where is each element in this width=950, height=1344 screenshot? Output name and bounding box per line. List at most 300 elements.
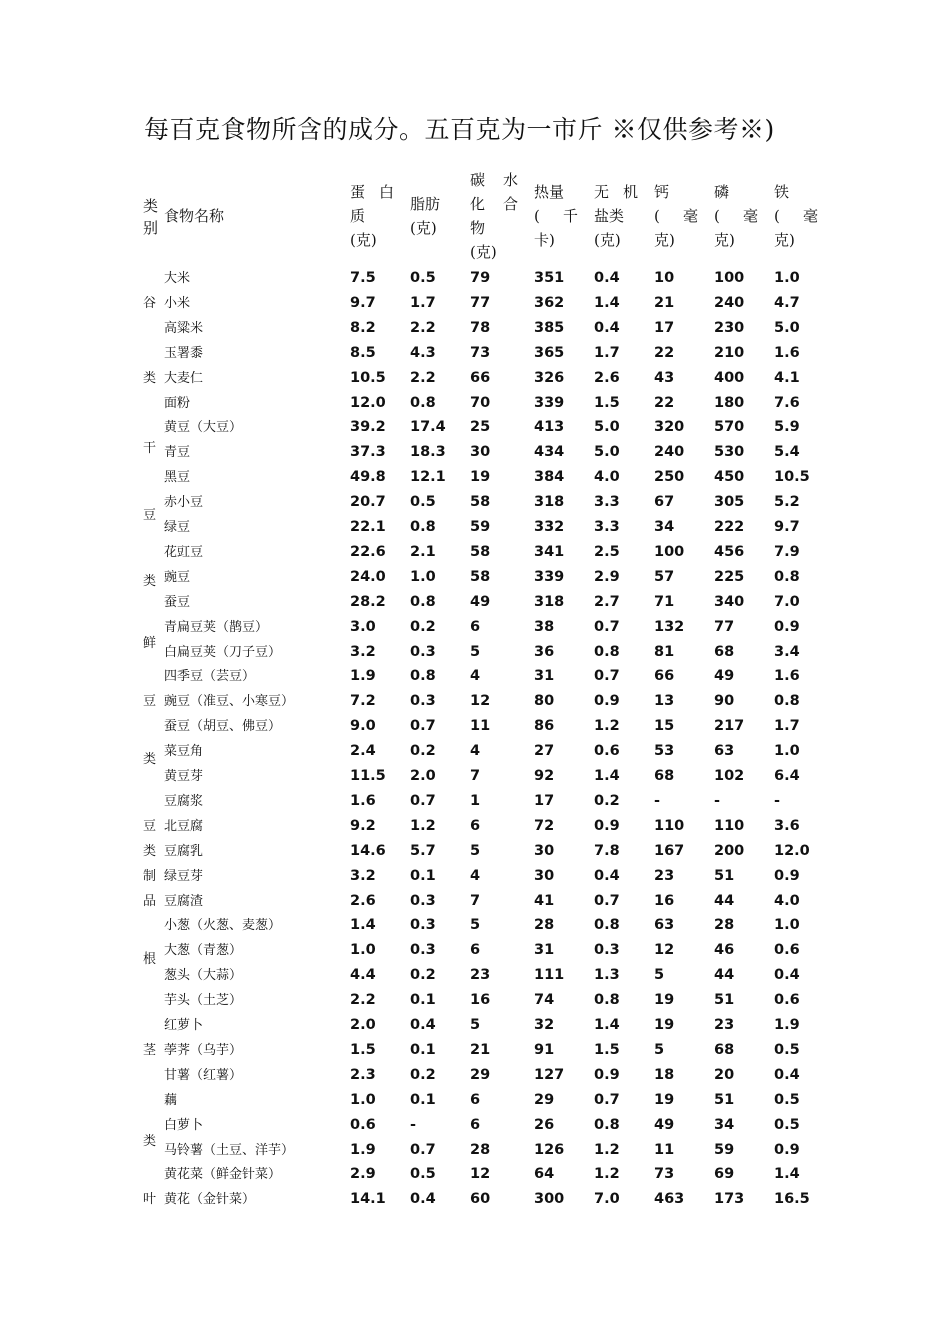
nutrient-value: 0.1 [410, 1091, 436, 1108]
header-minerals-line [594, 204, 638, 228]
nutrient-value: - [774, 792, 781, 809]
table-row [0, 1113, 950, 1138]
category-label: 谷 [143, 295, 157, 311]
nutrient-value: 0.2 [410, 967, 436, 984]
nutrient-value: 2.6 [350, 892, 376, 909]
nutrient-value: 132 [654, 618, 685, 635]
nutrient-value: 2.3 [350, 1066, 376, 1083]
header-text: 盐类 [594, 207, 625, 225]
header-text: 克) [654, 231, 675, 249]
nutrient-value: 1.0 [774, 743, 800, 760]
nutrient-value: 4.0 [774, 892, 800, 909]
nutrient-value: 78 [470, 319, 491, 336]
nutrient-value: 59 [470, 519, 491, 535]
header-calcium-line [654, 180, 698, 204]
nutrient-value: 60 [470, 1191, 491, 1208]
nutrient-value: 0.4 [774, 1066, 800, 1083]
nutrient-value: 0.5 [774, 1041, 800, 1058]
category-label: 类 [143, 573, 157, 589]
table-row [0, 316, 950, 341]
nutrient-value: 14.6 [350, 842, 386, 859]
nutrient-value: 74 [534, 992, 555, 1009]
nutrient-value: 0.3 [410, 693, 436, 710]
header-phosphorus-line [714, 204, 758, 228]
nutrient-value: 0.9 [594, 817, 620, 834]
table-row [0, 590, 950, 615]
nutrient-value: 57 [654, 568, 675, 585]
header-text: (克) [594, 231, 621, 249]
header-protein [350, 180, 394, 252]
category-label: 类 [143, 752, 157, 768]
food-name: 玉署黍 [164, 345, 204, 361]
nutrient-value: 63 [654, 917, 675, 934]
nutrient-value: 434 [534, 444, 565, 461]
food-name: 绿豆芽 [164, 868, 204, 884]
nutrient-value: 28 [470, 1141, 491, 1158]
nutrient-value: 1.4 [594, 1017, 620, 1033]
nutrient-value: 3.4 [774, 643, 800, 660]
food-name: 豌豆 [164, 569, 191, 585]
nutrient-value: 456 [714, 543, 745, 560]
nutrient-value: 0.7 [410, 792, 436, 809]
nutrient-value: 43 [654, 369, 675, 386]
nutrient-value: 1.4 [350, 917, 376, 934]
header-category [143, 195, 163, 239]
nutrient-value: 12.0 [350, 394, 386, 411]
nutrient-value: 230 [714, 319, 745, 336]
table-row [0, 764, 950, 789]
nutrient-value: 0.4 [594, 319, 620, 336]
category-label: 类 [143, 843, 157, 859]
nutrient-value: 413 [534, 419, 565, 436]
table-row [0, 1138, 950, 1163]
header-protein-line [350, 204, 394, 228]
category-label: 豆 [143, 818, 157, 834]
table-row [0, 814, 950, 839]
nutrient-value: 5.7 [410, 842, 436, 859]
nutrient-value: 64 [534, 1166, 555, 1183]
table-row [0, 689, 950, 714]
nutrient-value: 0.2 [410, 1066, 436, 1083]
table-row [0, 938, 950, 963]
nutrient-value: 15 [654, 718, 675, 735]
nutrient-value: 0.5 [410, 494, 436, 511]
nutrient-value: 12.1 [410, 469, 446, 486]
header-energy [534, 180, 578, 252]
nutrient-value: 384 [534, 469, 565, 486]
header-minerals [594, 180, 638, 252]
nutrient-value: 0.8 [594, 643, 620, 660]
food-name: 红萝卜 [164, 1018, 204, 1033]
nutrient-value: 19 [654, 1017, 675, 1033]
nutrient-value: 305 [714, 494, 745, 511]
header-text: 无 [594, 183, 610, 201]
category-label: 类 [143, 1134, 157, 1150]
table-row [0, 864, 950, 889]
nutrient-value: 38 [534, 618, 555, 635]
nutrient-value: 2.1 [410, 543, 436, 560]
header-text: 克) [774, 231, 795, 249]
nutrient-value: 66 [470, 369, 491, 386]
category-label: 干 [143, 441, 157, 457]
nutrient-value: 570 [714, 419, 745, 436]
nutrient-value: 1.6 [774, 668, 800, 685]
nutrient-value: 9.7 [774, 519, 800, 535]
nutrient-value: 0.6 [350, 1116, 376, 1133]
food-name: 黄花菜（鲜金针菜） [164, 1167, 282, 1183]
nutrient-value: 12.0 [774, 842, 810, 859]
header-text: 铁 [774, 183, 790, 201]
table-row [0, 1162, 950, 1187]
nutrient-value: 318 [534, 494, 565, 511]
nutrient-value: 332 [534, 519, 565, 535]
nutrient-value: 180 [714, 394, 745, 411]
nutrient-value: 18 [654, 1066, 675, 1083]
table-row [0, 341, 950, 366]
nutrient-value: 34 [654, 519, 675, 535]
nutrient-value: 2.5 [594, 543, 620, 560]
nutrient-value: 0.9 [594, 1066, 620, 1083]
nutrient-value: 0.8 [410, 519, 436, 535]
nutrient-value: 210 [714, 344, 745, 361]
food-name: 大米 [164, 271, 191, 286]
nutrient-value: 7.6 [774, 394, 800, 411]
header-text: 蛋 [350, 183, 366, 201]
table-row [0, 540, 950, 565]
food-name: 豆腐浆 [164, 793, 204, 809]
header-category-char: 别 [143, 219, 159, 237]
nutrient-value: 7.0 [594, 1191, 620, 1208]
food-name: 小葱（火葱、麦葱） [164, 918, 282, 934]
nutrient-value: 31 [534, 942, 555, 959]
nutrient-value: 0.4 [410, 1191, 436, 1208]
nutrient-value: 20.7 [350, 494, 386, 511]
header-carb-line [470, 216, 518, 240]
nutrient-value: 72 [534, 817, 555, 834]
food-name: 花豇豆 [164, 544, 204, 560]
nutrient-value: 67 [654, 494, 675, 511]
nutrient-value: 1.7 [774, 718, 800, 735]
nutrient-value: 0.3 [410, 942, 436, 959]
food-name: 黄豆芽 [164, 769, 204, 784]
nutrient-value: 70 [470, 394, 491, 411]
header-energy-line [534, 204, 578, 228]
nutrient-value: 17 [654, 319, 675, 336]
nutrient-value: 23 [714, 1017, 735, 1033]
nutrient-value: 30 [534, 867, 555, 884]
header-fat [410, 192, 454, 240]
nutrient-value: 28 [534, 917, 555, 934]
header-iron-line [774, 204, 818, 228]
table-row [0, 1088, 950, 1113]
nutrient-value: 0.8 [410, 593, 436, 610]
nutrient-value: 1.6 [774, 344, 800, 361]
food-name: 大麦仁 [164, 370, 204, 386]
nutrient-value: 5.0 [774, 319, 800, 336]
food-name: 豆腐渣 [164, 893, 204, 909]
table-row [0, 291, 950, 316]
nutrient-value: 28 [714, 917, 735, 934]
nutrient-value: 100 [714, 270, 745, 286]
nutrient-value: 51 [714, 992, 735, 1009]
nutrient-value: 51 [714, 867, 735, 884]
header-phosphorus-line [714, 180, 758, 204]
header-text: (克) [410, 219, 437, 237]
nutrient-value: 25 [470, 419, 491, 436]
nutrient-value: 17.4 [410, 419, 446, 436]
nutrient-value: 11.5 [350, 768, 386, 784]
header-calcium [654, 180, 698, 252]
nutrient-value: 19 [654, 992, 675, 1009]
nutrient-value: - [654, 792, 661, 809]
nutrient-value: 17 [534, 792, 555, 809]
nutrient-value: 11 [470, 718, 491, 735]
nutrient-value: 0.9 [594, 693, 620, 710]
food-name: 藕 [164, 1092, 178, 1108]
nutrient-value: 450 [714, 469, 745, 486]
nutrient-value: 4.4 [350, 967, 376, 984]
header-text: 水 [502, 171, 518, 189]
nutrient-value: 0.2 [594, 792, 620, 809]
nutrient-value: 46 [714, 942, 735, 959]
nutrient-value: 58 [470, 543, 491, 560]
nutrient-value: 63 [714, 743, 735, 760]
nutrient-value: 200 [714, 842, 745, 859]
header-text: 毫 [802, 207, 818, 225]
header-name [164, 204, 244, 228]
food-name: 白萝卜 [164, 1117, 204, 1133]
nutrient-value: 1.7 [410, 294, 436, 311]
nutrient-value: 13 [654, 693, 675, 710]
nutrient-value: 5 [654, 1041, 665, 1058]
nutrient-value: 19 [654, 1091, 675, 1108]
nutrient-value: 1.5 [350, 1041, 376, 1058]
header-name-text: 食物名称 [164, 207, 225, 225]
nutrient-value: 41 [534, 892, 555, 909]
nutrient-value: 4 [470, 743, 481, 760]
nutrient-value: 0.8 [594, 992, 620, 1009]
nutrient-value: 0.1 [410, 992, 436, 1009]
nutrient-value: 173 [714, 1191, 745, 1208]
nutrient-value: 1.4 [594, 294, 620, 311]
header-text: ( [714, 207, 720, 225]
table-row [0, 988, 950, 1013]
nutrient-value: 21 [470, 1041, 491, 1058]
food-name: 蚕豆（胡豆、佛豆） [164, 719, 282, 735]
nutrient-value: 5.4 [774, 444, 800, 461]
nutrient-value: 26 [534, 1116, 555, 1133]
nutrient-value: 4.1 [774, 369, 800, 386]
header-text: 合 [502, 195, 518, 213]
header-category-char: 类 [143, 197, 159, 215]
nutrient-value: 1.2 [410, 817, 436, 834]
table-row [0, 1013, 950, 1038]
header-carb-line [470, 168, 518, 192]
table-row [0, 739, 950, 764]
food-name: 大葱（青葱） [164, 943, 243, 959]
header-carb-line [470, 192, 518, 216]
nutrient-value: 4 [470, 668, 481, 685]
header-phosphorus [714, 180, 758, 252]
nutrient-value: 51 [714, 1091, 735, 1108]
nutrient-value: 0.1 [410, 867, 436, 884]
nutrient-value: 16 [470, 992, 491, 1009]
nutrient-value: 0.7 [594, 892, 620, 909]
page-title: 每百克食物所含的成分。五百克为一市斤 ※仅供参考※) [144, 115, 775, 144]
nutrient-value: 30 [534, 842, 555, 859]
category-label: 茎 [143, 1042, 157, 1058]
nutrient-value: 326 [534, 369, 565, 386]
nutrient-value: 0.4 [594, 867, 620, 884]
nutrient-value: 9.2 [350, 817, 376, 834]
nutrient-value: 0.7 [410, 718, 436, 735]
nutrient-value: 5 [470, 842, 481, 859]
table-row [0, 789, 950, 814]
nutrient-value: 2.6 [594, 369, 620, 386]
category-label: 鲜 [143, 636, 157, 652]
nutrient-value: 91 [534, 1041, 555, 1058]
nutrient-value: 6 [470, 1091, 481, 1108]
header-text: 千 [562, 207, 578, 225]
table-row [0, 839, 950, 864]
nutrient-value: 8.2 [350, 319, 376, 336]
food-name: 葱头（大蒜） [164, 968, 243, 984]
table-row [0, 1187, 950, 1212]
nutrient-value: 37.3 [350, 444, 386, 461]
table-row [0, 615, 950, 640]
nutrient-value: 28.2 [350, 593, 386, 610]
nutrient-value: 6 [470, 618, 481, 635]
header-protein-line [350, 180, 394, 204]
nutrient-value: 2.7 [594, 593, 620, 610]
nutrient-value: 69 [714, 1166, 735, 1183]
category-label: 豆 [143, 694, 157, 710]
nutrient-value: 9.0 [350, 718, 376, 735]
nutrient-value: 66 [654, 668, 675, 685]
nutrient-value: 463 [654, 1191, 685, 1208]
header-text: 热量 [534, 183, 565, 201]
nutrient-value: 3.2 [350, 867, 376, 884]
food-name: 豆腐乳 [164, 843, 204, 859]
nutrient-value: 29 [534, 1091, 555, 1108]
nutrient-value: 0.7 [594, 618, 620, 635]
food-name: 荸荠（乌芋） [164, 1042, 243, 1058]
nutrient-value: 22 [654, 344, 675, 361]
nutrient-value: 6 [470, 942, 481, 959]
nutrient-value: 12 [470, 693, 491, 710]
nutrient-value: 3.0 [350, 618, 376, 635]
nutrient-value: 0.2 [410, 743, 436, 760]
nutrient-value: 6 [470, 1116, 481, 1133]
nutrient-value: 7.0 [774, 593, 800, 610]
nutrient-value: 68 [714, 1041, 735, 1058]
nutrient-value: 92 [534, 768, 555, 784]
nutrient-value: 86 [534, 718, 555, 735]
nutrient-value: 0.9 [774, 618, 800, 635]
nutrient-value: 1.5 [594, 1041, 620, 1058]
header-fat-line [410, 192, 454, 216]
table-row [0, 440, 950, 465]
food-name: 蚕豆 [164, 594, 191, 610]
nutrient-value: 11 [654, 1141, 675, 1158]
nutrient-value: 5 [470, 1017, 481, 1033]
nutrient-value: 1.0 [774, 917, 800, 934]
nutrient-value: 1.3 [594, 967, 620, 984]
nutrient-value: 225 [714, 568, 745, 585]
nutrient-value: 49 [470, 593, 491, 610]
table-row [0, 1063, 950, 1088]
food-name: 芋头（土芝） [164, 993, 243, 1009]
header-iron-line [774, 180, 818, 204]
header-text: 钙 [654, 183, 670, 201]
nutrient-value: 4.7 [774, 294, 800, 311]
nutrient-value: 73 [470, 344, 491, 361]
table-row [0, 415, 950, 440]
table-row [0, 391, 950, 416]
nutrient-value: 5 [470, 643, 481, 660]
nutrient-value: 30 [470, 444, 491, 461]
food-name: 赤小豆 [164, 495, 204, 511]
nutrient-value: 400 [714, 369, 745, 386]
nutrient-value: 300 [534, 1191, 565, 1208]
nutrient-value: 14.1 [350, 1191, 386, 1208]
food-name: 黄花（金针菜） [164, 1192, 256, 1208]
header-iron [774, 180, 818, 252]
nutrient-value: 58 [470, 494, 491, 511]
nutrient-value: 110 [654, 817, 685, 834]
table-row [0, 889, 950, 914]
nutrient-value: 0.6 [594, 743, 620, 760]
nutrient-value: 0.3 [410, 643, 436, 660]
food-name: 绿豆 [164, 520, 191, 535]
nutrient-value: 32 [534, 1017, 555, 1033]
nutrient-value: 16 [654, 892, 675, 909]
category-label: 根 [143, 951, 157, 967]
nutrient-value: 0.5 [774, 1116, 800, 1133]
nutrient-value: 1.9 [774, 1017, 800, 1033]
nutrient-value: 49 [654, 1116, 675, 1133]
nutrient-value: 5.0 [594, 419, 620, 436]
table-row [0, 664, 950, 689]
nutrient-value: 81 [654, 643, 675, 660]
nutrient-value: 341 [534, 543, 565, 560]
food-name: 青扁豆荚（鹊豆） [164, 619, 269, 635]
nutrient-value: 90 [714, 693, 735, 710]
nutrient-value: 4 [470, 867, 481, 884]
nutrient-value: 7.8 [594, 842, 620, 859]
table-row [0, 963, 950, 988]
nutrient-value: 0.4 [410, 1017, 436, 1033]
nutrient-value: - [410, 1116, 417, 1133]
food-name: 北豆腐 [164, 818, 204, 834]
nutrient-value: 127 [534, 1066, 565, 1083]
nutrient-value: 22.1 [350, 519, 386, 535]
nutrient-value: 77 [714, 618, 735, 635]
header-text: ( [654, 207, 660, 225]
nutrient-value: 339 [534, 568, 565, 585]
table-row [0, 1038, 950, 1063]
header-energy-line [534, 228, 578, 252]
nutrient-value: 39.2 [350, 419, 386, 436]
nutrient-value: 0.9 [774, 867, 800, 884]
nutrient-value: 7 [470, 892, 481, 909]
nutrient-value: 8.5 [350, 344, 376, 361]
nutrient-value: 9.7 [350, 294, 376, 311]
nutrient-value: 79 [470, 270, 491, 286]
nutrient-value: 10.5 [774, 469, 810, 486]
nutrient-value: 217 [714, 718, 745, 735]
nutrient-value: 240 [714, 294, 745, 311]
